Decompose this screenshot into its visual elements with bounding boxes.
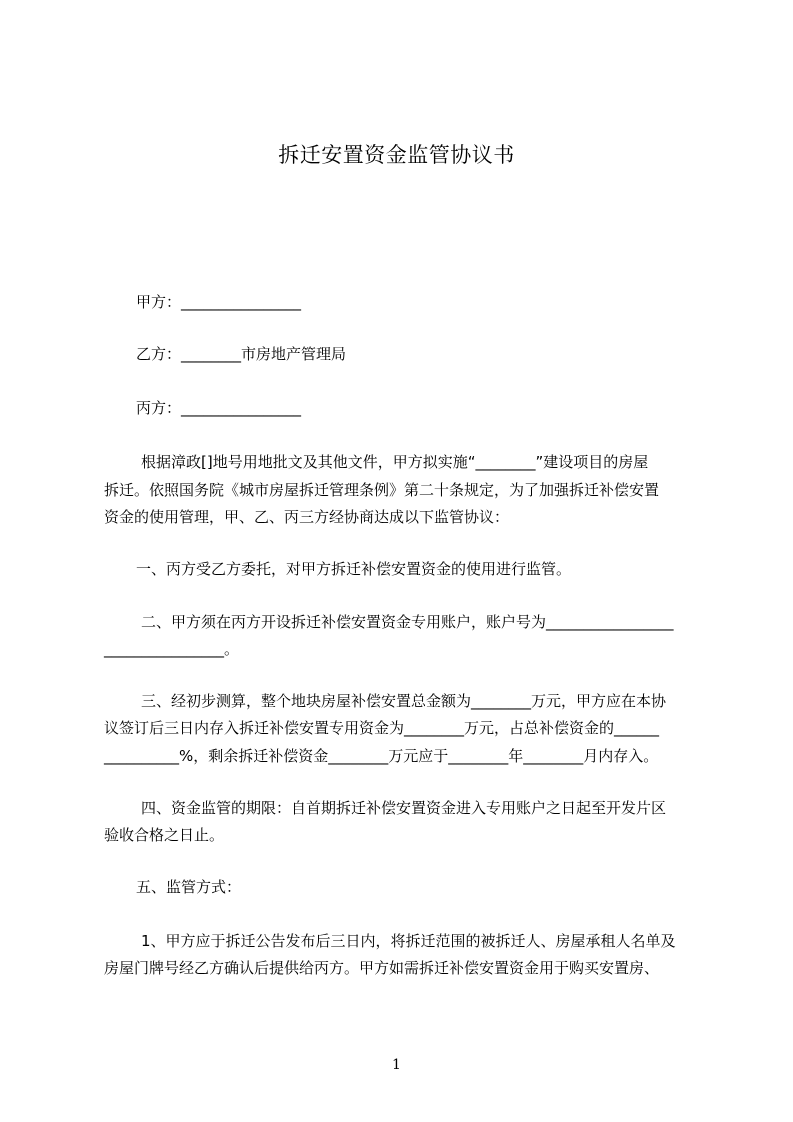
clause-5-heading: 五、监管方式： [136,878,242,896]
party-yi: 乙方：________市房地产管理局 [136,345,347,363]
clause-4-line-1: 四、资金监管的期限：自首期拆迁补偿安置资金进入专用账户之日起至开发片区 [141,799,667,817]
clause-2-line-1: 二、甲方须在丙方开设拆迁补偿安置资金专用账户，账户号为_________________ [141,613,674,631]
clause-4-line-2: 验收合格之日止。 [104,826,225,844]
clause-2-line-2: ________________。 [104,640,240,658]
page-number: 1 [392,1057,401,1073]
party-bing: 丙方：________________ [136,399,302,417]
preamble-line-3: 资金的使用管理，甲、乙、丙三方经协商达成以下监管协议： [104,508,510,526]
clause-3-line-2: 议签订后三日内存入拆迁补偿安置专用资金为________万元，占总补偿资金的______ [104,719,660,737]
clause-5-1-line-2: 房屋门牌号经乙方确认后提供给丙方。甲方如需拆迁补偿安置资金用于购买安置房、 [104,959,660,977]
clause-3-line-1: 三、经初步测算，整个地块房屋补偿安置总金额为________万元，甲方应在本协 [141,692,667,710]
document-title: 拆迁安置资金监管协议书 [278,143,515,167]
party-jia: 甲方：________________ [136,293,302,311]
preamble-line-2: 拆迁。依照国务院《城市房屋拆迁管理条例》第二十条规定，为了加强拆迁补偿安置 [104,481,660,499]
clause-5-1-line-1: 1、甲方应于拆迁公告发布后三日内，将拆迁范围的被拆迁人、房屋承租人名单及 [141,932,676,950]
clause-3-line-3: __________%，剩余拆迁补偿资金________万元应于________年________月内存入。 [104,747,659,765]
preamble-line-1: 根据漳政[]地号用地批文及其他文件，甲方拟实施“________”建设项目的房屋 [141,453,649,471]
clause-1-line-1: 一、丙方受乙方委托，对甲方拆迁补偿安置资金的使用进行监管。 [136,560,572,578]
